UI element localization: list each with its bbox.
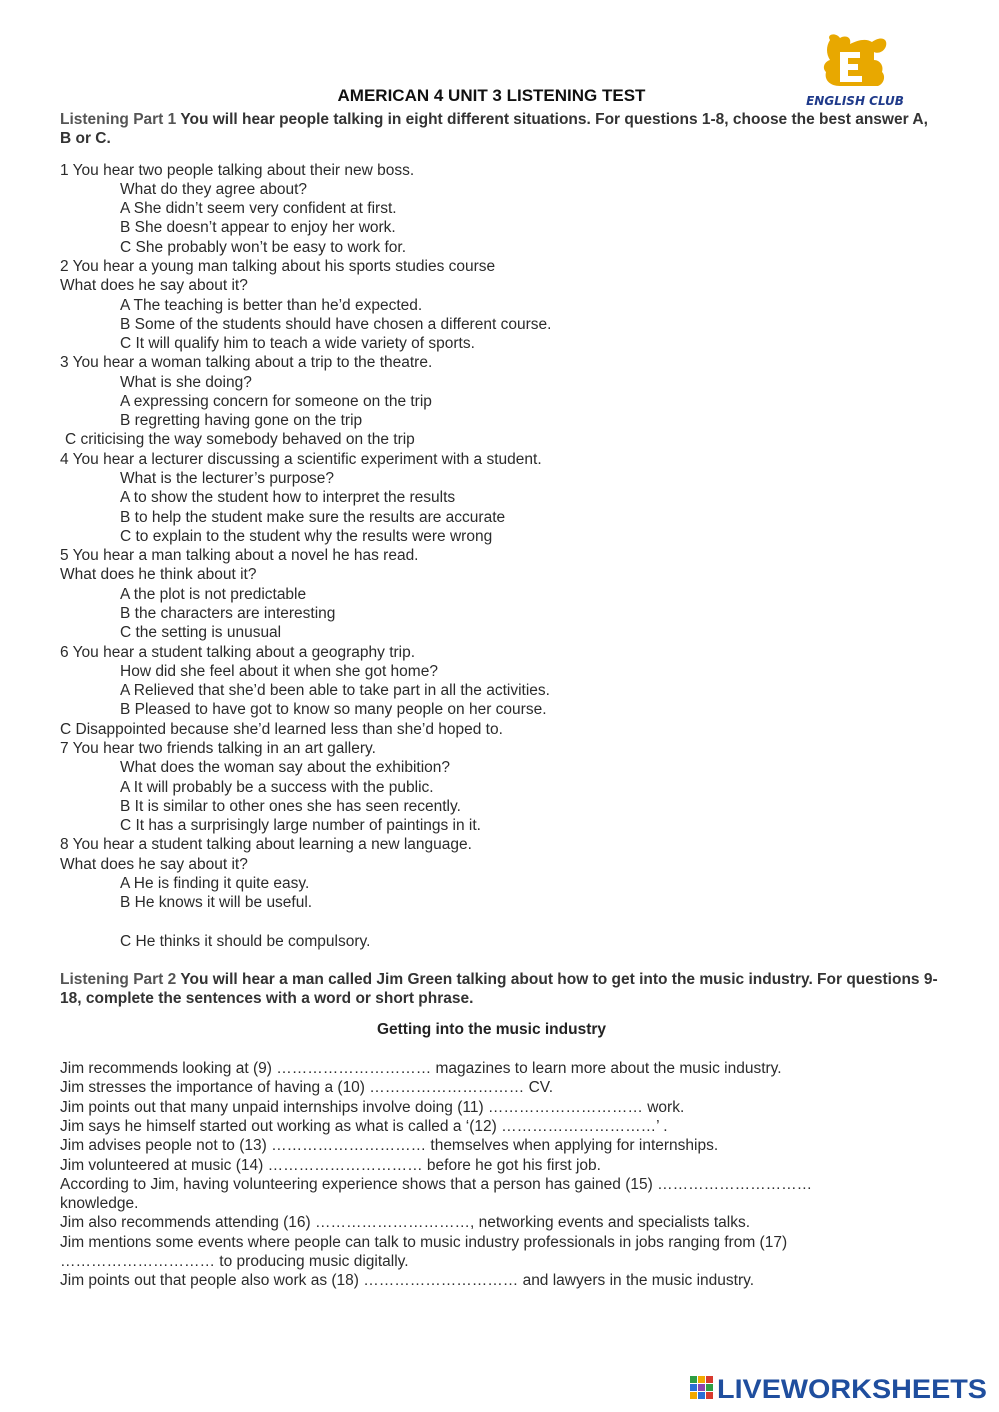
question-prompt: What does he say about it? xyxy=(60,277,248,294)
question-line: 4 You hear a lecturer discussing a scientific experiment with a student. xyxy=(60,451,542,468)
question-prompt: What do they agree about? xyxy=(120,181,307,198)
gap-fill-sentence[interactable]: Jim points out that people also work as (18) ………………………… and lawyers in the music industry. xyxy=(60,1272,755,1289)
answer-option[interactable]: C It will qualify him to teach a wide variety of sports. xyxy=(120,335,475,352)
gap-fill-sentence[interactable]: Jim volunteered at music (14) ………………………… before he got his first job. xyxy=(60,1157,601,1174)
gap-fill-sentence[interactable]: Jim says he himself started out working as what is called a ‘(12) …………………………’ . xyxy=(60,1118,668,1135)
answer-option[interactable]: C criticising the way somebody behaved on the trip xyxy=(65,431,415,448)
page-title: AMERICAN 4 UNIT 3 LISTENING TEST xyxy=(337,86,646,105)
part1-instructions xyxy=(60,110,940,148)
answer-option[interactable]: B Pleased to have got to know so many people on her course. xyxy=(120,701,547,718)
answer-option[interactable]: A It will probably be a success with the public. xyxy=(120,779,434,796)
answer-option[interactable]: B Some of the students should have chosen a different course. xyxy=(120,316,552,333)
logo-text: ENGLISH CLUB xyxy=(806,94,904,108)
answer-option[interactable]: B He knows it will be useful. xyxy=(120,894,313,911)
question-prompt: What does the woman say about the exhibition? xyxy=(120,759,451,776)
answer-option[interactable]: C Disappointed because she’d learned less than she’d hoped to. xyxy=(60,721,503,738)
answer-option[interactable]: B regretting having gone on the trip xyxy=(120,412,363,429)
answer-option[interactable]: C She probably won’t be easy to work for. xyxy=(120,239,407,256)
gap-fill-sentence[interactable]: According to Jim, having volunteering experience shows that a person has gained (15) ………………………… xyxy=(60,1176,813,1193)
answer-option[interactable]: A the plot is not predictable xyxy=(120,586,307,603)
part2-instruction-text: You will hear a man called Jim Green talking about how to get into the music industry. For questions 9-18, complete the sentences with a word or short phrase. xyxy=(60,971,938,1007)
question-line: 5 You hear a man talking about a novel he has read. xyxy=(60,547,419,564)
answer-option[interactable]: A He is finding it quite easy. xyxy=(120,875,310,892)
liveworksheets-brand-text: LIVEWORKSHEETS xyxy=(717,1374,987,1404)
answer-option[interactable]: A She didn’t seem very confident at first. xyxy=(120,200,397,217)
gap-fill-sentence: Jim mentions some events where people can talk to music industry professionals in jobs ranging from (17) xyxy=(60,1234,788,1251)
question-line: 7 You hear two friends talking in an art gallery. xyxy=(60,740,376,757)
gap-fill-sentence[interactable]: Jim advises people not to (13) ………………………… themselves when applying for internships. xyxy=(60,1137,719,1154)
answer-option[interactable]: C It has a surprisingly large number of paintings in it. xyxy=(120,817,481,834)
section-subtitle: Getting into the music industry xyxy=(376,1021,607,1038)
liveworksheets-logo xyxy=(690,1372,990,1404)
question-prompt: What is the lecturer’s purpose? xyxy=(120,470,334,487)
gap-fill-sentence[interactable]: Jim also recommends attending (16) …………………………, networking events and specialists talks. xyxy=(60,1214,750,1231)
part2-label: Listening Part 2 xyxy=(60,971,177,988)
answer-option[interactable]: C He thinks it should be compulsory. xyxy=(120,933,371,950)
question-line: 6 You hear a student talking about a geography trip. xyxy=(60,644,416,661)
liveworksheets-mark-icon xyxy=(690,1376,713,1399)
part2-instructions xyxy=(60,970,940,1008)
question-prompt: What is she doing? xyxy=(120,374,252,391)
answer-option[interactable]: B the characters are interesting xyxy=(120,605,336,622)
answer-option[interactable]: B She doesn’t appear to enjoy her work. xyxy=(120,219,396,236)
answer-option[interactable]: B It is similar to other ones she has seen recently. xyxy=(120,798,461,815)
question-prompt: How did she feel about it when she got home? xyxy=(120,663,438,680)
question-line: 2 You hear a young man talking about his sports studies course xyxy=(60,258,496,275)
gap-fill-sentence-continued[interactable]: ………………………… to producing music digitally. xyxy=(60,1253,409,1270)
answer-option[interactable]: B to help the student make sure the results are accurate xyxy=(120,509,506,526)
part1-label: Listening Part 1 xyxy=(60,111,177,128)
gap-fill-sentence[interactable]: Jim recommends looking at (9) ………………………… magazines to learn more about the music industry. xyxy=(60,1060,782,1077)
question-line: 3 You hear a woman talking about a trip to the theatre. xyxy=(60,354,433,371)
question-line: 8 You hear a student talking about learning a new language. xyxy=(60,836,472,853)
part1-instruction-text: You will hear people talking in eight different situations. For questions 1-8, choose the best answer A, B or C. xyxy=(60,111,928,147)
answer-option[interactable]: A expressing concern for someone on the trip xyxy=(120,393,432,410)
question-prompt: What does he think about it? xyxy=(60,566,257,583)
answer-option[interactable]: A Relieved that she’d been able to take part in all the activities. xyxy=(120,682,550,699)
answer-option[interactable]: A The teaching is better than he’d expected. xyxy=(120,297,423,314)
answer-option[interactable]: C to explain to the student why the results were wrong xyxy=(120,528,493,545)
gap-fill-sentence[interactable]: Jim stresses the importance of having a (10) ………………………… CV. xyxy=(60,1079,553,1096)
question-prompt: What does he say about it? xyxy=(60,856,248,873)
gap-fill-sentence-continued: knowledge. xyxy=(60,1195,139,1212)
question-line: 1 You hear two people talking about their new boss. xyxy=(60,162,415,179)
answer-option[interactable]: C the setting is unusual xyxy=(120,624,282,641)
answer-option[interactable]: A to show the student how to interpret the results xyxy=(120,489,456,506)
gap-fill-sentence[interactable]: Jim points out that many unpaid internships involve doing (11) ………………………… work. xyxy=(60,1099,685,1116)
